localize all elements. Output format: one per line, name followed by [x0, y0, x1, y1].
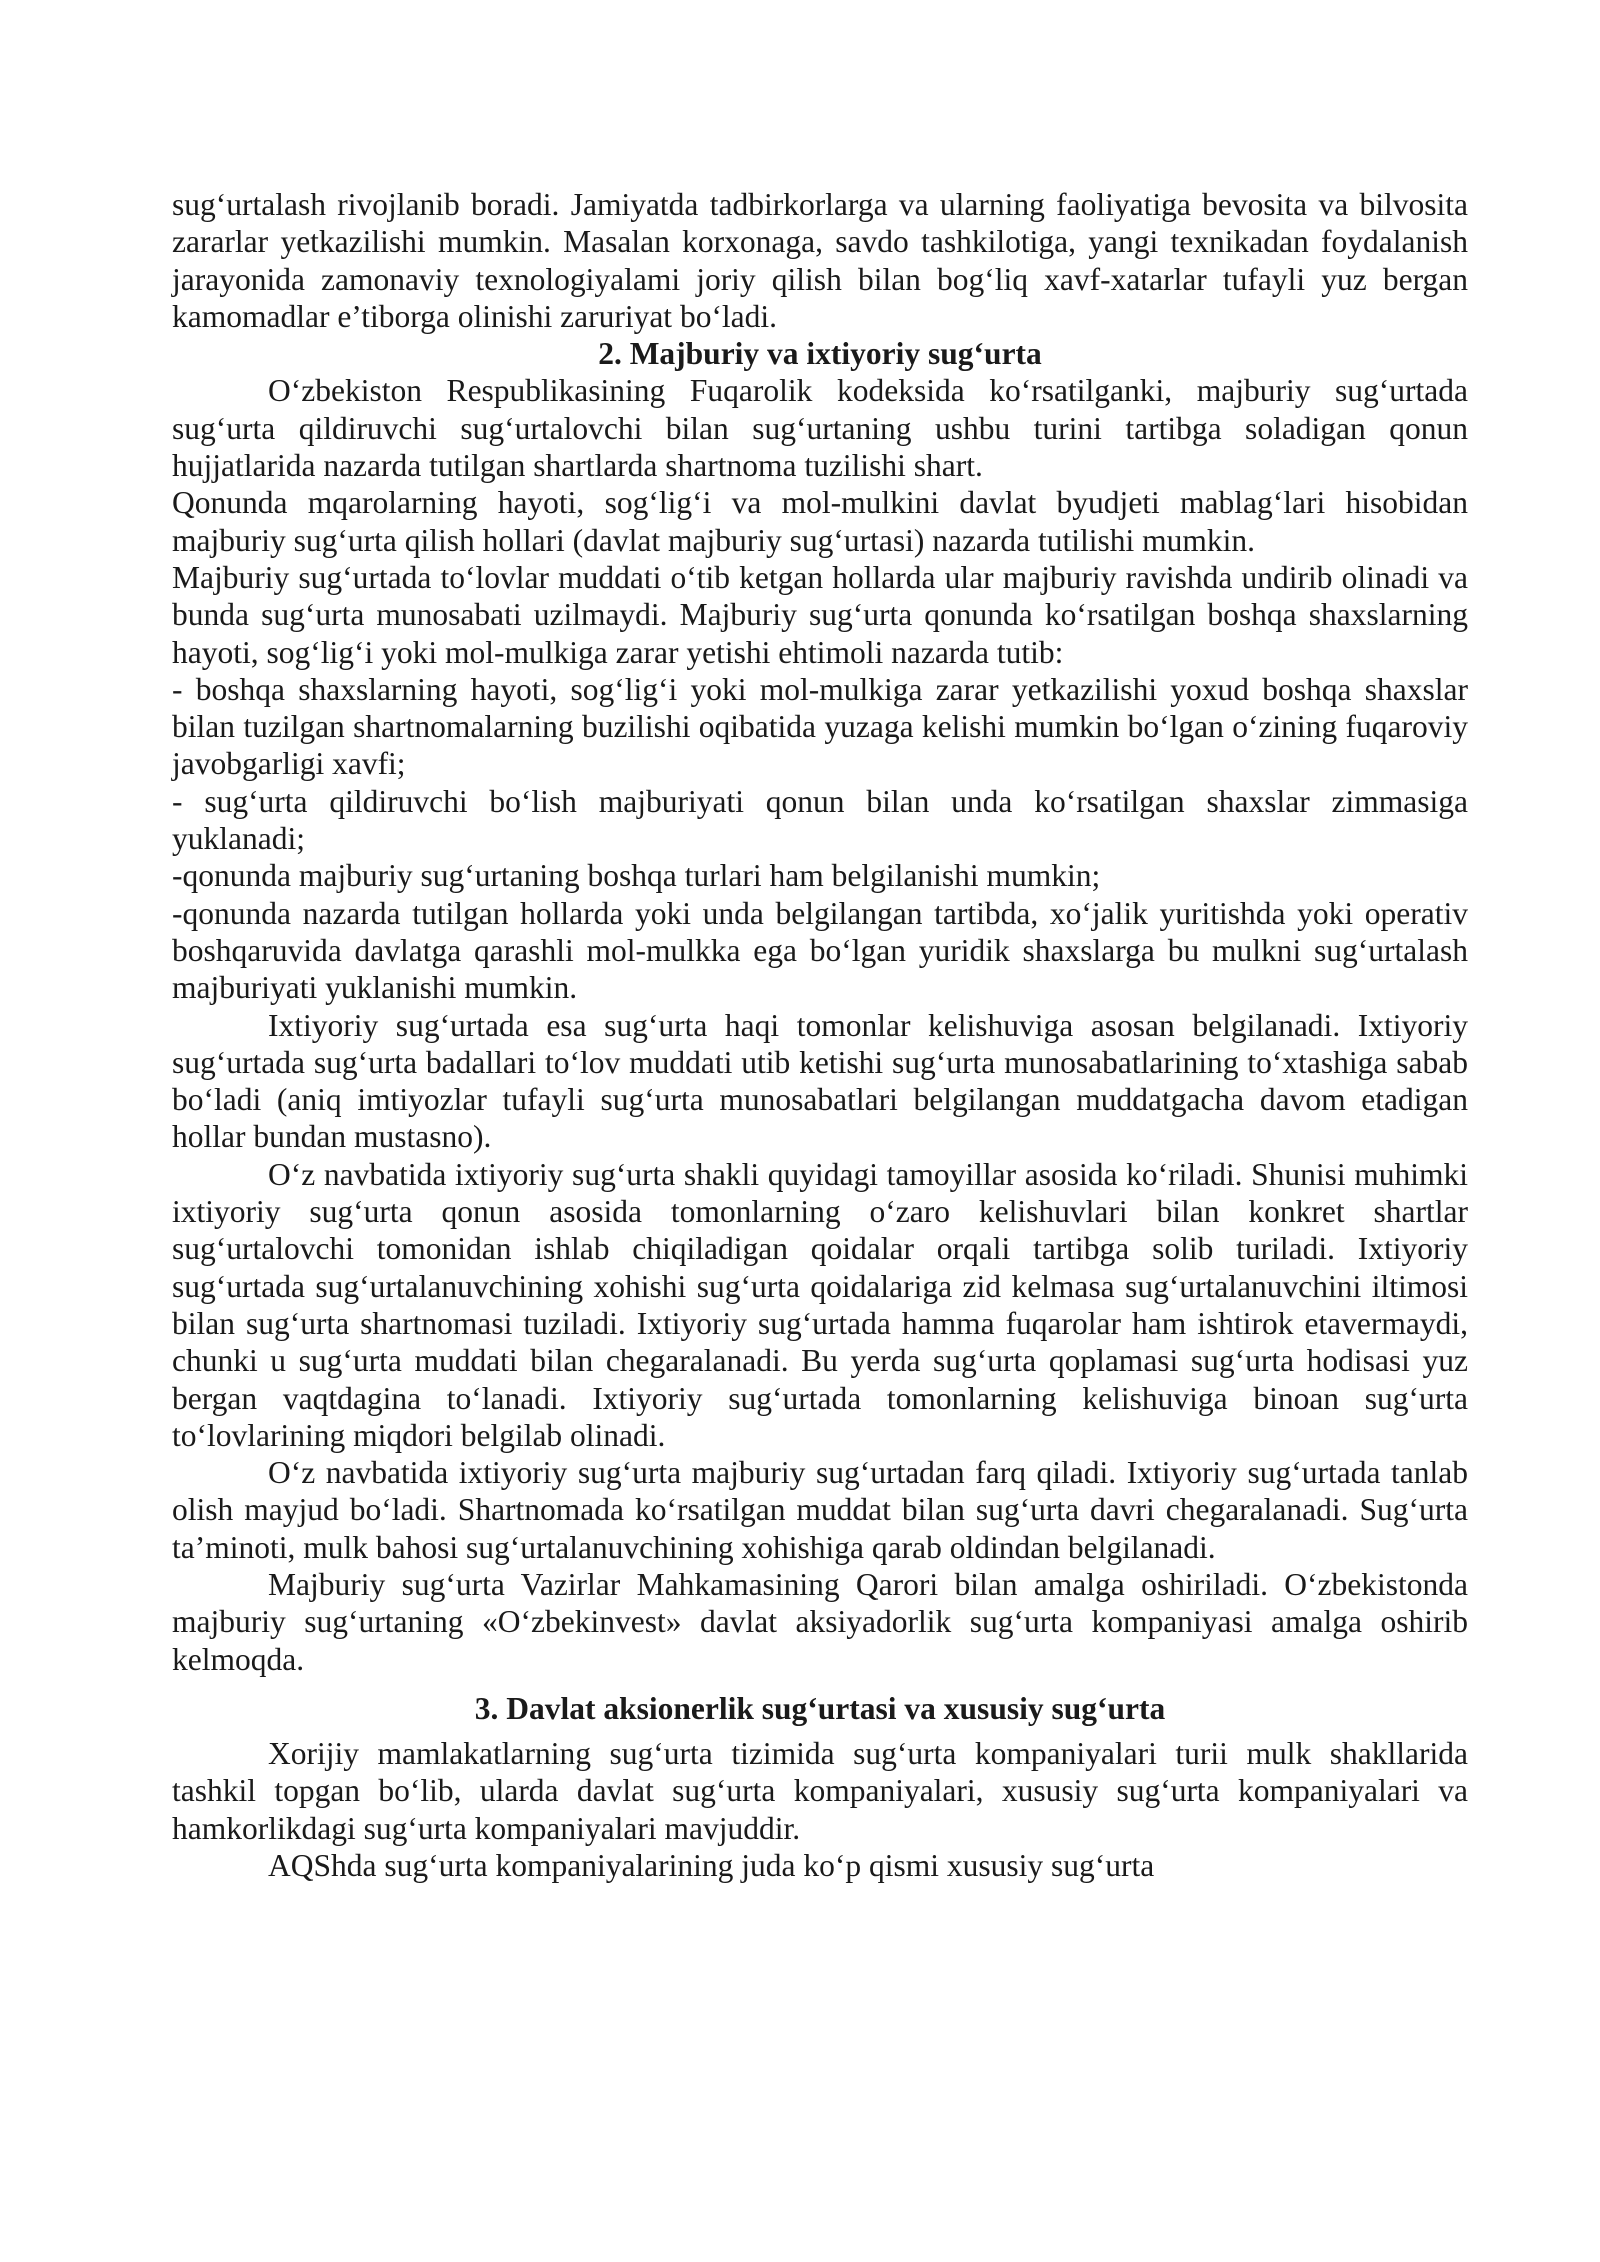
paragraph: AQShda sug‘urta kompaniyalarining juda ko‘p qismi xususiy sug‘urta [268, 1848, 1155, 1884]
paragraph: Xorijiy mamlakatlarning sug‘urta tizimida sug‘urta kompaniyalari turii mulk shakllarida tashkil topgan bo‘lib, ularda davlat sug‘urta kompaniyalari, xususiy sug‘urta kompaniyalari va hamkorlikdagi sug‘urta kompaniyalari mavjuddir. [172, 1736, 1468, 1846]
document-page [172, 186, 1468, 1884]
section-3-heading: 3. Davlat aksionerlik sug‘urtasi va xususiy sug‘urta [474, 1690, 1166, 1726]
paragraph: Ixtiyoriy sug‘urtada esa sug‘urta haqi tomonlar kelishuviga asosan belgilanadi. Ixtiyoriy sug‘urtada sug‘urta badallari to‘lov muddati utib ketishi sug‘urta munosabatlarining to‘xtashiga sabab bo‘ladi (aniq imtiyozlar tufayli sug‘urta munosabatlari belgilangan muddatgacha davom etadigan hollar bundan mustasno). [172, 1007, 1468, 1155]
section-2-heading: 2. Majburiy va ixtiyoriy sug‘urta [598, 336, 1042, 372]
list-item: -qonunda nazarda tutilgan hollarda yoki unda belgilangan tartibda, xo‘jalik yuritishda yoki operativ boshqaruvida davlatga qarashli mol-mulkka ega bo‘lgan yuridik shaxslarga bu mulkni sug‘urtalash majburiyati yuklanishi mumkin. [172, 895, 1468, 1006]
paragraph: O‘zbekiston Respublikasining Fuqarolik kodeksida ko‘rsatilganki, majburiy sug‘urtada sug‘urta qildiruvchi sug‘urtalovchi bilan sug‘urtaning ushbu turini tartibga soladigan qonun hujjatlarida nazarda tutilgan shartlarda shartnoma tuzilishi shart. [172, 373, 1468, 484]
list-item: - boshqa shaxslarning hayoti, sog‘lig‘i yoki mol-mulkiga zarar yetkazilishi yoxud boshqa shaxslar bilan tuzilgan shartnomalarning buzilishi oqibatida yuzaga kelishi mumkin bo‘lgan o‘zining fuqaroviy javobgarligi xavfi; [172, 671, 1468, 782]
list-item: - sug‘urta qildiruvchi bo‘lish majburiyati qonun bilan unda ko‘rsatilgan shaxslar zimmasiga yuklanadi; [172, 783, 1468, 857]
paragraph: O‘z navbatida ixtiyoriy sug‘urta majburiy sug‘urtadan farq qiladi. Ixtiyoriy sug‘urtada tanlab olish mayjud bo‘ladi. Shartnomada ko‘rsatilgan muddat bilan sug‘urta davri chegaralanadi. Sug‘urta ta’minoti, mulk bahosi sug‘urtalanuvchining xohishiga qarab oldindan belgilanadi. [172, 1455, 1468, 1565]
paragraph: Majburiy sug‘urtada to‘lovlar muddati o‘tib ketgan hollarda ular majburiy ravishda undirib olinadi va bunda sug‘urta munosabati uzilmaydi. Majburiy sug‘urta qonunda ko‘rsatilgan boshqa shaxslarning hayoti, sog‘lig‘i yoki mol-mulkiga zarar yetishi ehtimoli nazarda tutib: [172, 559, 1468, 670]
paragraph: Majburiy sug‘urta Vazirlar Mahkamasining Qarori bilan amalga oshiriladi. O‘zbekistonda majburiy sug‘urtaning «O‘zbekinvest» davlat aksiyadorlik sug‘urta kompaniyasi amalga oshirib kelmoqda. [172, 1566, 1468, 1677]
paragraph: Qonunda mqarolarning hayoti, sog‘lig‘i va mol-mulkini davlat byudjeti mablag‘lari hisobidan majburiy sug‘urta qilish hollari (davlat majburiy sug‘urtasi) nazarda tutilishi mumkin. [172, 485, 1468, 558]
paragraph: O‘z navbatida ixtiyoriy sug‘urta shakli quyidagi tamoyillar asosida ko‘riladi. Shunisi muhimki ixtiyoriy sug‘urta qonun asosida tomonlarning o‘zaro kelishuvlari bilan konkret shartlar sug‘urtalovchi tomonidan ishlab chiqiladigan qoidalar orqali tartibga solib turiladi. Ixtiyoriy sug‘urtada sug‘urtalanuvchining xohishi sug‘urta qoidalariga zid kelmasa sug‘urtalanuvchini iltimosi bilan sug‘urta shartnomasi tuziladi. Ixtiyoriy sug‘urtada hamma fuqarolar ham ishtirok etavermaydi, chunki u sug‘urta muddati bilan chegaralanadi. Bu yerda sug‘urta qoplamasi sug‘urta hodisasi yuz bergan vaqtdagina to‘lanadi. Ixtiyoriy sug‘urtada tomonlarning kelishuviga binoan sug‘urta to‘lovlarining miqdori belgilab olinadi. [172, 1156, 1468, 1453]
paragraph-intro: sug‘urtalash rivojlanib boradi. Jamiyatda tadbirkorlarga va ularning faoliyatiga bevosita va bilvosita zararlar yetkazilishi mumkin. Masalan korxonaga, savdo tashkilotiga, yangi texnikadan foydalanish jarayonida zamonaviy texnologiyalami joriy qilish bilan bog‘liq xavf-xatarlar tufayli yuz bergan kamomadlar e’tiborga olinishi zaruriyat bo‘ladi. [172, 187, 1468, 334]
list-item: -qonunda majburiy sug‘urtaning boshqa turlari ham belgilanishi mumkin; [172, 858, 1101, 894]
